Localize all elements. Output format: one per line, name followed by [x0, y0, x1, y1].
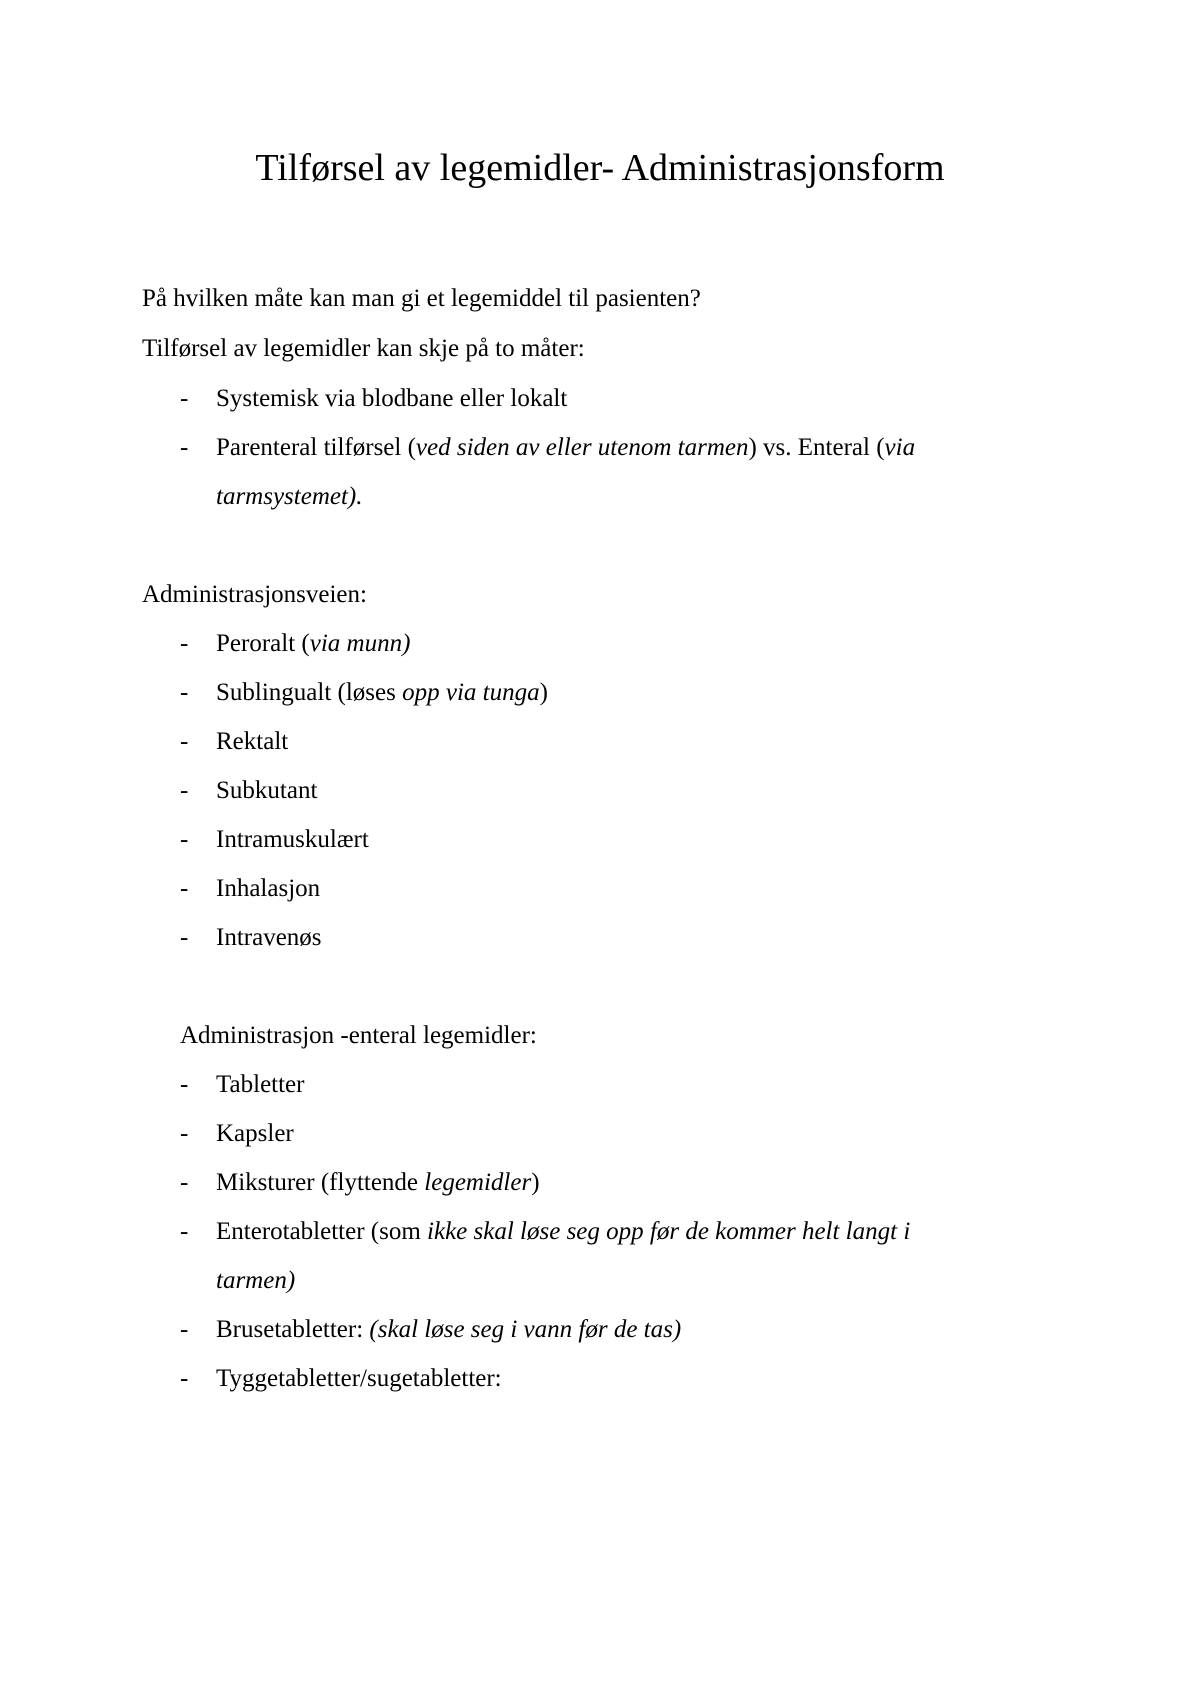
bullet-dash: - — [180, 385, 189, 412]
miksturer-text-2: legemidler — [424, 1169, 532, 1196]
brus-text-2: (skal løse seg i vann før de tas) — [369, 1316, 682, 1343]
miksturer-text-1: Miksturer (flyttende — [216, 1169, 425, 1196]
entero-text-2: ikke skal løse seg opp før de kommer helt langt i — [427, 1218, 911, 1245]
bullet-dash: - — [180, 1365, 189, 1392]
list-item-rektalt: Rektalt — [216, 728, 289, 755]
bullet-dash: - — [180, 728, 189, 755]
parenteral-text-4: via — [884, 434, 916, 461]
bullet-dash: - — [180, 1169, 189, 1196]
bullet-dash: - — [180, 924, 189, 951]
parenteral-text-5: tarmsystemet). — [216, 483, 363, 510]
bullet-dash: - — [180, 1218, 189, 1245]
list-item-sublingualt — [216, 676, 548, 710]
list-item-miksturer — [216, 1166, 540, 1200]
list-item-enterotabletter — [216, 1215, 910, 1249]
list-item-kapsler: Kapsler — [216, 1120, 294, 1147]
sublingualt-text-3: ) — [539, 679, 548, 706]
bullet-dash: - — [180, 875, 189, 902]
list-item-enterotabletter-continued — [216, 1264, 295, 1298]
document-title: Tilførsel av legemidler- Administrasjonsform — [255, 147, 945, 189]
parenteral-text-3: ) vs. Enteral ( — [748, 434, 885, 461]
peroralt-text-2: via munn) — [309, 630, 411, 657]
brus-text-1: Brusetabletter: — [216, 1316, 370, 1343]
bullet-dash: - — [180, 679, 189, 706]
list-item-inhalasjon: Inhalasjon — [216, 875, 321, 902]
bullet-dash: - — [180, 434, 189, 461]
peroralt-text-1: Peroralt ( — [216, 630, 310, 657]
parenteral-text-2: ved siden av eller utenom tarmen — [415, 434, 749, 461]
list-item-systemisk: Systemisk via blodbane eller lokalt — [216, 385, 568, 412]
miksturer-text-3: ) — [531, 1169, 540, 1196]
bullet-dash: - — [180, 630, 189, 657]
bullet-dash: - — [180, 1071, 189, 1098]
question-text: På hvilken måte kan man gi et legemiddel til pasienten? — [142, 285, 701, 312]
bullet-dash: - — [180, 777, 189, 804]
sublingualt-text-1: Sublingualt (løses — [216, 679, 403, 706]
list-item-brusetabletter — [216, 1313, 681, 1347]
enteral-heading: Administrasjon -enteral legemidler: — [180, 1022, 537, 1049]
list-item-parenteral-continued — [216, 480, 363, 514]
list-item-peroralt — [216, 627, 410, 661]
list-item-intramuskulaert: Intramuskulært — [216, 826, 369, 853]
entero-text-3: tarmen) — [216, 1267, 296, 1294]
list-item-tyggetabletter: Tyggetabletter/sugetabletter: — [216, 1365, 502, 1392]
list-item-subkutant: Subkutant — [216, 777, 318, 804]
routes-heading: Administrasjonsveien: — [142, 581, 367, 608]
bullet-dash: - — [180, 1120, 189, 1147]
list-item-intravenos: Intravenøs — [216, 924, 322, 951]
parenteral-text-1: Parenteral tilførsel ( — [216, 434, 416, 461]
bullet-dash: - — [180, 826, 189, 853]
sublingualt-text-2: opp via tunga — [402, 679, 540, 706]
list-item-tabletter: Tabletter — [216, 1071, 305, 1098]
intro-text: Tilførsel av legemidler kan skje på to måter: — [142, 335, 585, 362]
list-item-parenteral — [216, 431, 915, 465]
entero-text-1: Enterotabletter (som — [216, 1218, 428, 1245]
bullet-dash: - — [180, 1316, 189, 1343]
